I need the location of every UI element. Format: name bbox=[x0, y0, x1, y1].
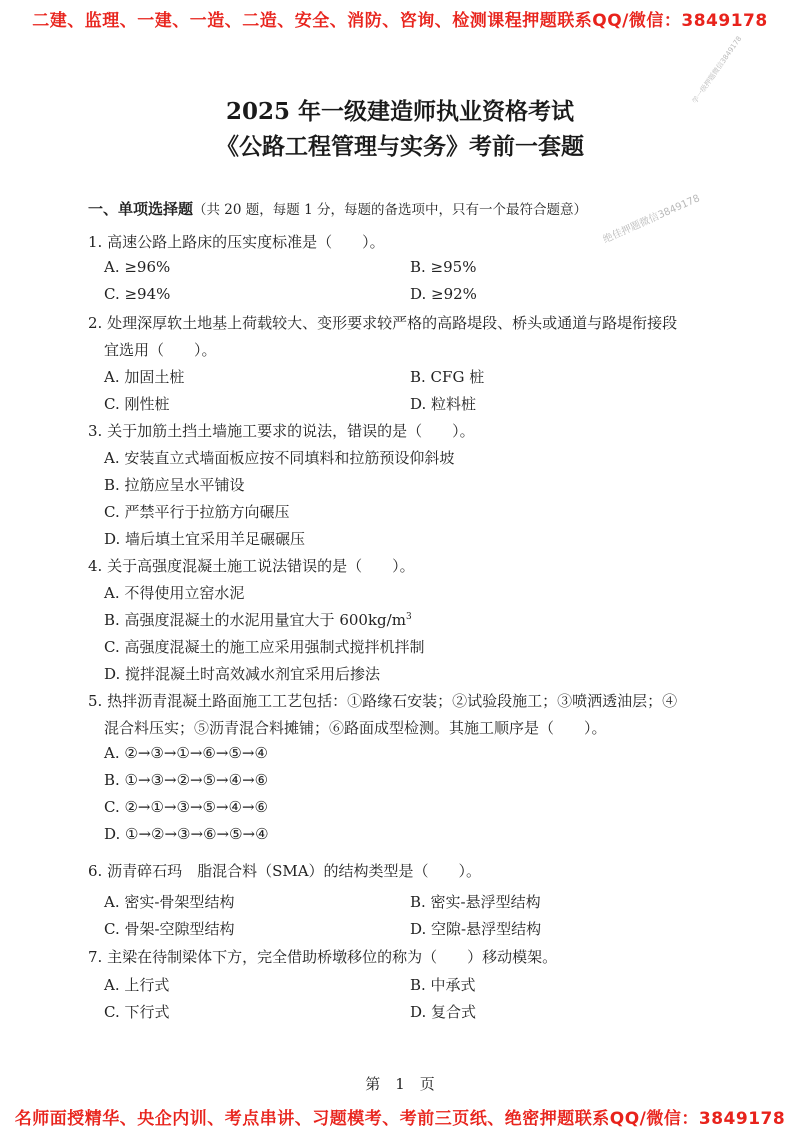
question-6-option-d: D. 空隙-悬浮型结构 bbox=[410, 920, 542, 938]
question-6-option-b: B. 密实-悬浮型结构 bbox=[410, 893, 541, 911]
question-1-option-b: B. ≥95% bbox=[410, 258, 477, 276]
exam-subject-title: 《公路工程管理与实务》考前一套题 bbox=[216, 133, 584, 160]
question-4-option-b-text: B. 高强度混凝土的水泥用量宜大于 600kg/m bbox=[104, 611, 406, 629]
question-1-stem: 1. 高速公路上路床的压实度标准是（ ）。 bbox=[88, 233, 385, 251]
question-1-option-d: D. ≥92% bbox=[410, 285, 477, 303]
exam-title: 2025 年一级建造师执业资格考试 bbox=[225, 98, 575, 125]
question-7-option-c: C. 下行式 bbox=[104, 1003, 170, 1021]
question-5-option-c: C. ②→①→③→⑤→④→⑥ bbox=[104, 798, 269, 816]
question-3-option-a: A. 安装直立式墙面板应按不同填料和拉筋预设仰斜坡 bbox=[104, 449, 455, 467]
question-1-option-a: A. ≥96% bbox=[104, 258, 171, 276]
question-6-option-a: A. 密实-骨架型结构 bbox=[104, 893, 235, 911]
question-5-stem-cont: 混合料压实；⑤沥青混合料摊铺；⑥路面成型检测。其施工顺序是（ ）。 bbox=[104, 719, 607, 737]
question-5-stem: 5. 热拌沥青混凝土路面施工工艺包括：①路缘石安装；②试验段施工；③喷洒透油层；④ bbox=[88, 692, 678, 710]
question-5-option-a: A. ②→③→①→⑥→⑤→④ bbox=[104, 744, 268, 762]
question-3-stem: 3. 关于加筋土挡土墙施工要求的说法，错误的是（ ）。 bbox=[88, 422, 475, 440]
bottom-banner: 名师面授精华、央企内训、考点串讲、习题模考、考前三页纸、绝密押题联系QQ/微信：3849178 bbox=[14, 1109, 786, 1129]
question-4-option-a: A. 不得使用立窑水泥 bbox=[104, 584, 245, 602]
question-2-option-c: C. 刚性桩 bbox=[104, 395, 170, 413]
question-5-option-b: B. ①→③→②→⑤→④→⑥ bbox=[104, 771, 269, 789]
question-2-option-d: D. 粒料桩 bbox=[410, 395, 477, 413]
cubic-superscript: 3 bbox=[405, 612, 412, 622]
question-4-option-d: D. 搅拌混凝土时高效减水剂宜采用后掺法 bbox=[104, 665, 381, 683]
section-heading-note: （共 20 题，每题 1 分，每题的备选项中，只有一个最符合题意） bbox=[193, 202, 587, 218]
question-3-option-c: C. 严禁平行于拉筋方向碾压 bbox=[104, 503, 290, 521]
section-heading bbox=[88, 198, 587, 219]
question-7-option-b: B. 中承式 bbox=[410, 976, 476, 994]
question-2-stem: 2. 处理深厚软土地基上荷载较大、变形要求较严格的高路堤段、桥头或通道与路堤衔接段 bbox=[88, 314, 678, 332]
question-2-option-b: B. CFG 桩 bbox=[410, 368, 485, 386]
question-4-option-c: C. 高强度混凝土的施工应采用强制式搅拌机拌制 bbox=[104, 638, 425, 656]
question-7-option-d: D. 复合式 bbox=[410, 1003, 477, 1021]
section-heading-label: 一、单项选择题 bbox=[88, 200, 194, 218]
watermark-diagonal: 绝佳押题微信3849178 bbox=[601, 193, 702, 246]
watermark-top-right: 学一级押题微信3849178 bbox=[690, 34, 744, 106]
question-2-stem-cont: 宜选用（ ）。 bbox=[104, 341, 217, 359]
page-number: 第 1 页 bbox=[365, 1075, 435, 1093]
question-6-option-c: C. 骨架-空隙型结构 bbox=[104, 920, 235, 938]
question-6-stem: 6. 沥青碎石玛 脂混合料（SMA）的结构类型是（ ）。 bbox=[88, 862, 482, 880]
question-3-option-b: B. 拉筋应呈水平铺设 bbox=[104, 476, 245, 494]
question-7-option-a: A. 上行式 bbox=[104, 976, 170, 994]
question-7-stem: 7. 主梁在待制梁体下方，完全借助桥墩移位的称为（ ）移动模架。 bbox=[88, 948, 558, 966]
question-1-option-c: C. ≥94% bbox=[104, 285, 171, 303]
question-4-option-b bbox=[104, 609, 412, 630]
question-4-stem: 4. 关于高强度混凝土施工说法错误的是（ ）。 bbox=[88, 557, 415, 575]
question-3-option-d: D. 墙后填土宜采用羊足碾碾压 bbox=[104, 530, 306, 548]
question-2-option-a: A. 加固土桩 bbox=[104, 368, 185, 386]
top-banner: 二建、监理、一建、一造、二造、安全、消防、咨询、检测课程押题联系QQ/微信：3849178 bbox=[32, 11, 768, 31]
question-5-option-d: D. ①→②→③→⑥→⑤→④ bbox=[104, 825, 269, 843]
